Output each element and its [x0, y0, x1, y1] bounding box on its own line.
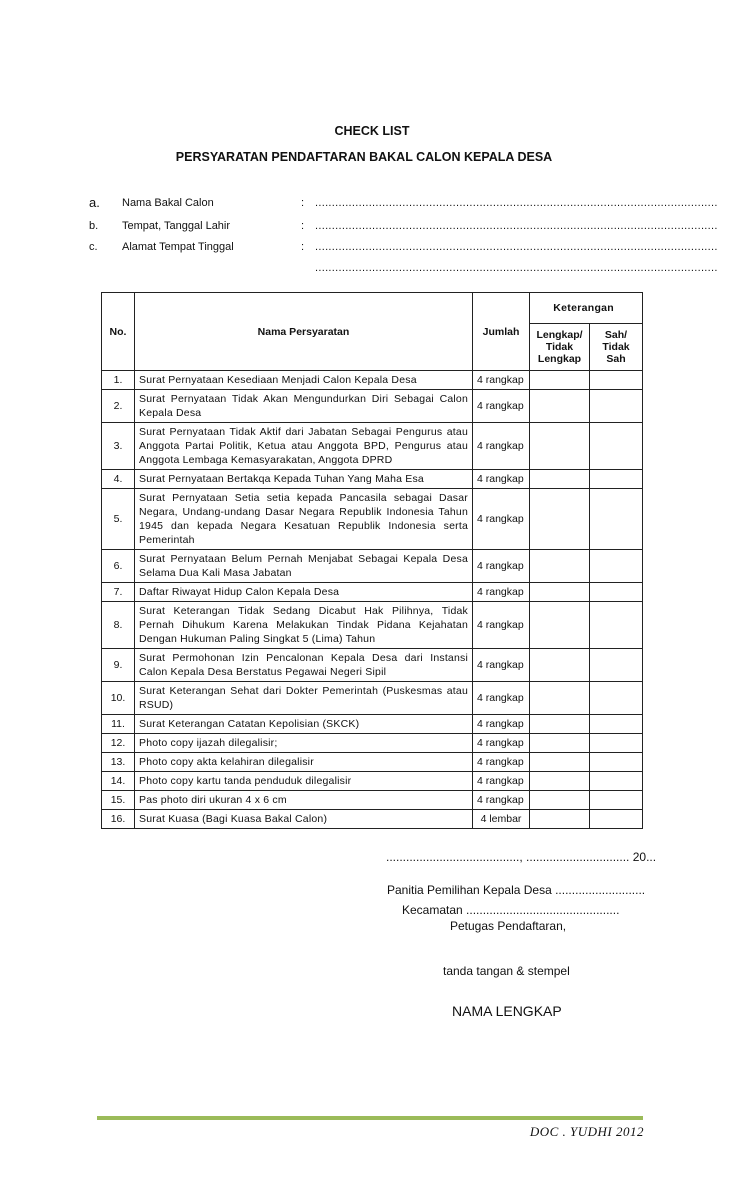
row-lengkap-check[interactable]	[530, 772, 590, 791]
signature-placeholder: tanda tangan & stempel	[443, 964, 570, 978]
header-lengkap: Lengkap/ Tidak Lengkap	[530, 324, 590, 371]
row-jumlah: 4 rangkap	[473, 489, 530, 550]
row-number: 5.	[102, 489, 135, 550]
row-jumlah: 4 rangkap	[473, 470, 530, 489]
row-number: 4.	[102, 470, 135, 489]
row-requirement: Surat Kuasa (Bagi Kuasa Bakal Calon)	[135, 810, 473, 829]
row-sah-check[interactable]	[590, 810, 643, 829]
row-number: 8.	[102, 602, 135, 649]
row-sah-check[interactable]	[590, 753, 643, 772]
field-alamat-continuation[interactable]: ........................................................................................................................	[315, 262, 718, 274]
row-jumlah: 4 rangkap	[473, 602, 530, 649]
row-lengkap-check[interactable]	[530, 371, 590, 390]
row-requirement: Surat Pernyataan Setia setia kepada Pancasila sebagai Dasar Negara, Undang-undang Dasar Negara Republik Indonesia Tahun 1945 dan kepada Negara Kesatuan Republik Indonesia serta Pemerintah	[135, 489, 473, 550]
field-nama	[89, 195, 718, 213]
row-number: 14.	[102, 772, 135, 791]
row-number: 1.	[102, 371, 135, 390]
row-jumlah: 4 rangkap	[473, 649, 530, 682]
row-requirement: Surat Permohonan Izin Pencalonan Kepala Desa dari Instansi Calon Kepala Desa Berstatus Pegawai Negeri Sipil	[135, 649, 473, 682]
row-lengkap-check[interactable]	[530, 682, 590, 715]
row-requirement: Surat Keterangan Catatan Kepolisian (SKCK)	[135, 715, 473, 734]
row-lengkap-check[interactable]	[530, 470, 590, 489]
row-number: 10.	[102, 682, 135, 715]
field-label: Tempat, Tanggal Lahir	[122, 220, 231, 232]
signature-kecamatan: Kecamatan ..............................................	[402, 903, 620, 917]
row-number: 11.	[102, 715, 135, 734]
row-lengkap-check[interactable]	[530, 390, 590, 423]
row-number: 3.	[102, 423, 135, 470]
footer-text: DOC . YUDHI 2012	[529, 1124, 644, 1139]
row-lengkap-check[interactable]	[530, 602, 590, 649]
doc-subtitle: PERSYARATAN PENDAFTARAN BAKAL CALON KEPALA DESA	[175, 150, 553, 164]
header-nama: Nama Persyaratan	[135, 293, 473, 371]
table-row	[102, 470, 643, 489]
signature-panitia: Panitia Pemilihan Kepala Desa ...........................	[387, 883, 646, 897]
row-number: 15.	[102, 791, 135, 810]
row-sah-check[interactable]	[590, 489, 643, 550]
table-row	[102, 649, 643, 682]
row-requirement: Pas photo diri ukuran 4 x 6 cm	[135, 791, 473, 810]
table-row	[102, 772, 643, 791]
row-jumlah: 4 rangkap	[473, 772, 530, 791]
row-number: 9.	[102, 649, 135, 682]
row-requirement: Surat Pernyataan Kesediaan Menjadi Calon Kepala Desa	[135, 371, 473, 390]
row-sah-check[interactable]	[590, 550, 643, 583]
field-colon: :	[301, 241, 305, 253]
row-sah-check[interactable]	[590, 772, 643, 791]
header-keterangan: Keterangan	[530, 293, 643, 324]
row-number: 16.	[102, 810, 135, 829]
row-lengkap-check[interactable]	[530, 753, 590, 772]
row-requirement: Surat Pernyataan Tidak Akan Mengundurkan Diri Sebagai Calon Kepala Desa	[135, 390, 473, 423]
row-sah-check[interactable]	[590, 682, 643, 715]
table-row	[102, 734, 643, 753]
row-jumlah: 4 rangkap	[473, 423, 530, 470]
row-requirement: Daftar Riwayat Hidup Calon Kepala Desa	[135, 583, 473, 602]
table-row	[102, 715, 643, 734]
row-number: 7.	[102, 583, 135, 602]
row-requirement: Surat Pernyataan Belum Pernah Menjabat Sebagai Kepala Desa Selama Dua Kali Masa Jabatan	[135, 550, 473, 583]
row-number: 6.	[102, 550, 135, 583]
row-sah-check[interactable]	[590, 371, 643, 390]
field-label: Nama Bakal Calon	[122, 197, 214, 209]
row-jumlah: 4 rangkap	[473, 550, 530, 583]
table-row	[102, 791, 643, 810]
row-jumlah: 4 rangkap	[473, 715, 530, 734]
row-jumlah: 4 rangkap	[473, 753, 530, 772]
row-number: 12.	[102, 734, 135, 753]
row-lengkap-check[interactable]	[530, 550, 590, 583]
row-sah-check[interactable]	[590, 390, 643, 423]
requirements-table	[101, 292, 643, 829]
field-value[interactable]: ........................................................................................................................	[315, 220, 718, 232]
row-requirement: Surat Pernyataan Tidak Aktif dari Jabatan Sebagai Pengurus atau Anggota Partai Politik, Ketua atau Anggota BPD, Pengurus atau Anggota Lembaga Kemasyarakatan, Anggota DPRD	[135, 423, 473, 470]
row-jumlah: 4 rangkap	[473, 734, 530, 753]
row-lengkap-check[interactable]	[530, 810, 590, 829]
row-requirement: Surat Pernyataan Bertakqa Kepada Tuhan Yang Maha Esa	[135, 470, 473, 489]
row-lengkap-check[interactable]	[530, 734, 590, 753]
header-jumlah: Jumlah	[473, 293, 530, 371]
row-sah-check[interactable]	[590, 791, 643, 810]
signature-petugas: Petugas Pendaftaran,	[450, 919, 567, 933]
table-row	[102, 810, 643, 829]
doc-title: CHECK LIST	[334, 124, 410, 138]
field-alamat	[89, 241, 718, 257]
row-requirement: Photo copy akta kelahiran dilegalisir	[135, 753, 473, 772]
table-row	[102, 550, 643, 583]
row-number: 13.	[102, 753, 135, 772]
row-requirement: Surat Keterangan Sehat dari Dokter Pemerintah (Puskesmas atau RSUD)	[135, 682, 473, 715]
field-colon: :	[301, 197, 305, 209]
table-row	[102, 371, 643, 390]
row-sah-check[interactable]	[590, 715, 643, 734]
row-requirement: Photo copy ijazah dilegalisir;	[135, 734, 473, 753]
footer-divider	[97, 1116, 643, 1120]
row-lengkap-check[interactable]	[530, 423, 590, 470]
table-row	[102, 602, 643, 649]
row-lengkap-check[interactable]	[530, 791, 590, 810]
row-lengkap-check[interactable]	[530, 649, 590, 682]
row-number: 2.	[102, 390, 135, 423]
field-letter: a.	[89, 195, 100, 210]
header-sah: Sah/ Tidak Sah	[590, 324, 643, 371]
field-value[interactable]: ........................................................................................................................	[315, 197, 718, 209]
table-row	[102, 390, 643, 423]
field-colon: :	[301, 220, 305, 232]
row-sah-check[interactable]	[590, 734, 643, 753]
table-row	[102, 753, 643, 772]
row-lengkap-check[interactable]	[530, 489, 590, 550]
field-value[interactable]: ........................................................................................................................	[315, 241, 718, 253]
table-row	[102, 423, 643, 470]
field-ttl	[89, 220, 718, 236]
row-sah-check[interactable]	[590, 649, 643, 682]
row-requirement: Photo copy kartu tanda penduduk dilegalisir	[135, 772, 473, 791]
table-row	[102, 583, 643, 602]
row-jumlah: 4 rangkap	[473, 791, 530, 810]
row-jumlah: 4 lembar	[473, 810, 530, 829]
header-no: No.	[102, 293, 135, 371]
row-lengkap-check[interactable]	[530, 715, 590, 734]
row-sah-check[interactable]	[590, 602, 643, 649]
signature-name: NAMA LENGKAP	[452, 1003, 562, 1019]
row-jumlah: 4 rangkap	[473, 390, 530, 423]
field-label: Alamat Tempat Tinggal	[122, 241, 234, 253]
field-letter: c.	[89, 241, 98, 253]
table-row	[102, 682, 643, 715]
row-sah-check[interactable]	[590, 583, 643, 602]
signature-date-line: ........................................, ............................... 20...	[386, 850, 657, 864]
row-jumlah: 4 rangkap	[473, 371, 530, 390]
field-letter: b.	[89, 220, 99, 232]
table-row	[102, 489, 643, 550]
row-lengkap-check[interactable]	[530, 583, 590, 602]
row-sah-check[interactable]	[590, 470, 643, 489]
row-requirement: Surat Keterangan Tidak Sedang Dicabut Hak Pilihnya, Tidak Pernah Dihukum Karena Melakukan Tindak Pidana Kejahatan Dengan Hukuman Paling Singkat 5 (Lima) Tahun	[135, 602, 473, 649]
row-jumlah: 4 rangkap	[473, 682, 530, 715]
row-jumlah: 4 rangkap	[473, 583, 530, 602]
row-sah-check[interactable]	[590, 423, 643, 470]
